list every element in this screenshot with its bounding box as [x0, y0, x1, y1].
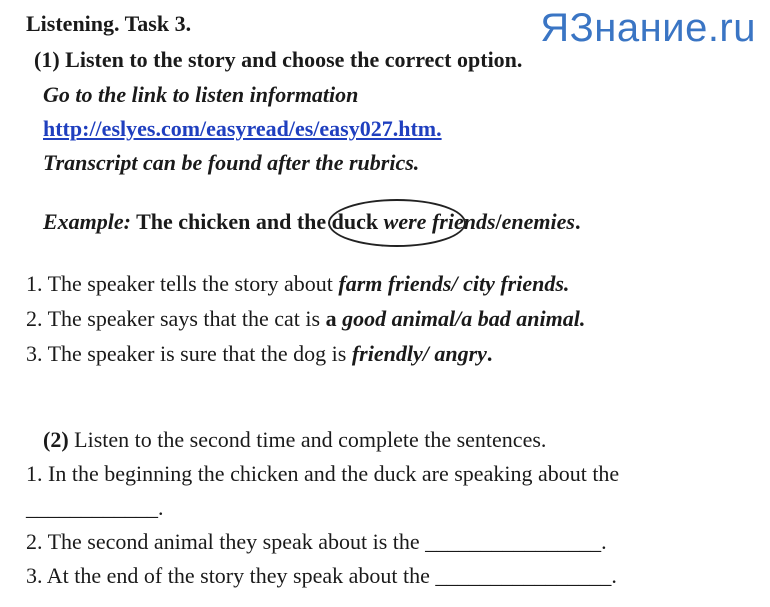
watermark-logo: ЯЗнание.ru: [540, 6, 756, 50]
item-prefix: 3. The speaker is sure that the dog is: [26, 341, 352, 366]
item-prefix-bold: a: [325, 306, 343, 331]
example-end: .: [574, 209, 581, 234]
example-text-before: The chicken an: [131, 209, 280, 234]
task1-item-3: [26, 343, 492, 365]
example-circled-text: d the duck: [279, 209, 384, 234]
example-slash: /: [495, 209, 502, 234]
example-line: [43, 211, 580, 233]
item-options: good animal/a bad animal.: [342, 306, 586, 331]
item-end: .: [486, 341, 493, 366]
item-options: farm friends/ city friends.: [338, 271, 570, 296]
task1-instruction: (1) Listen to the story and choose the correct option.: [34, 47, 523, 72]
example-option-2: enemies: [501, 209, 575, 234]
task1-item-2: [26, 308, 585, 330]
example-label: Example:: [43, 209, 131, 234]
task1-item-1: [26, 273, 569, 295]
task2-label: (2): [43, 427, 69, 452]
item-options: friendly/ angry: [351, 341, 487, 366]
task2-item-1-blank: ____________.: [26, 495, 164, 520]
audio-link[interactable]: http://eslyes.com/easyread/es/easy027.htm.: [43, 116, 442, 141]
go-to-link-text: Go to the link to listen information: [43, 82, 359, 107]
task2-item-3: 3. At the end of the story they speak about the ________________.: [26, 563, 617, 588]
answer-circle: [328, 199, 466, 247]
task-title: Listening. Task 3.: [26, 11, 192, 36]
task2-instruction: [43, 429, 546, 451]
task2-instruction-text: Listen to the second time and complete the sentences.: [68, 427, 547, 452]
example-w: w: [383, 209, 399, 234]
item-prefix: 2. The speaker says that the cat is: [26, 306, 326, 331]
example-option-1: ere friends: [398, 209, 496, 234]
transcript-note: Transcript can be found after the rubrics.: [43, 150, 420, 175]
item-prefix: 1. The speaker tells the story about: [26, 271, 339, 296]
task2-item-1: 1. In the beginning the chicken and the duck are speaking about the: [26, 461, 620, 486]
task2-item-2: 2. The second animal they speak about is the ________________.: [26, 529, 607, 554]
